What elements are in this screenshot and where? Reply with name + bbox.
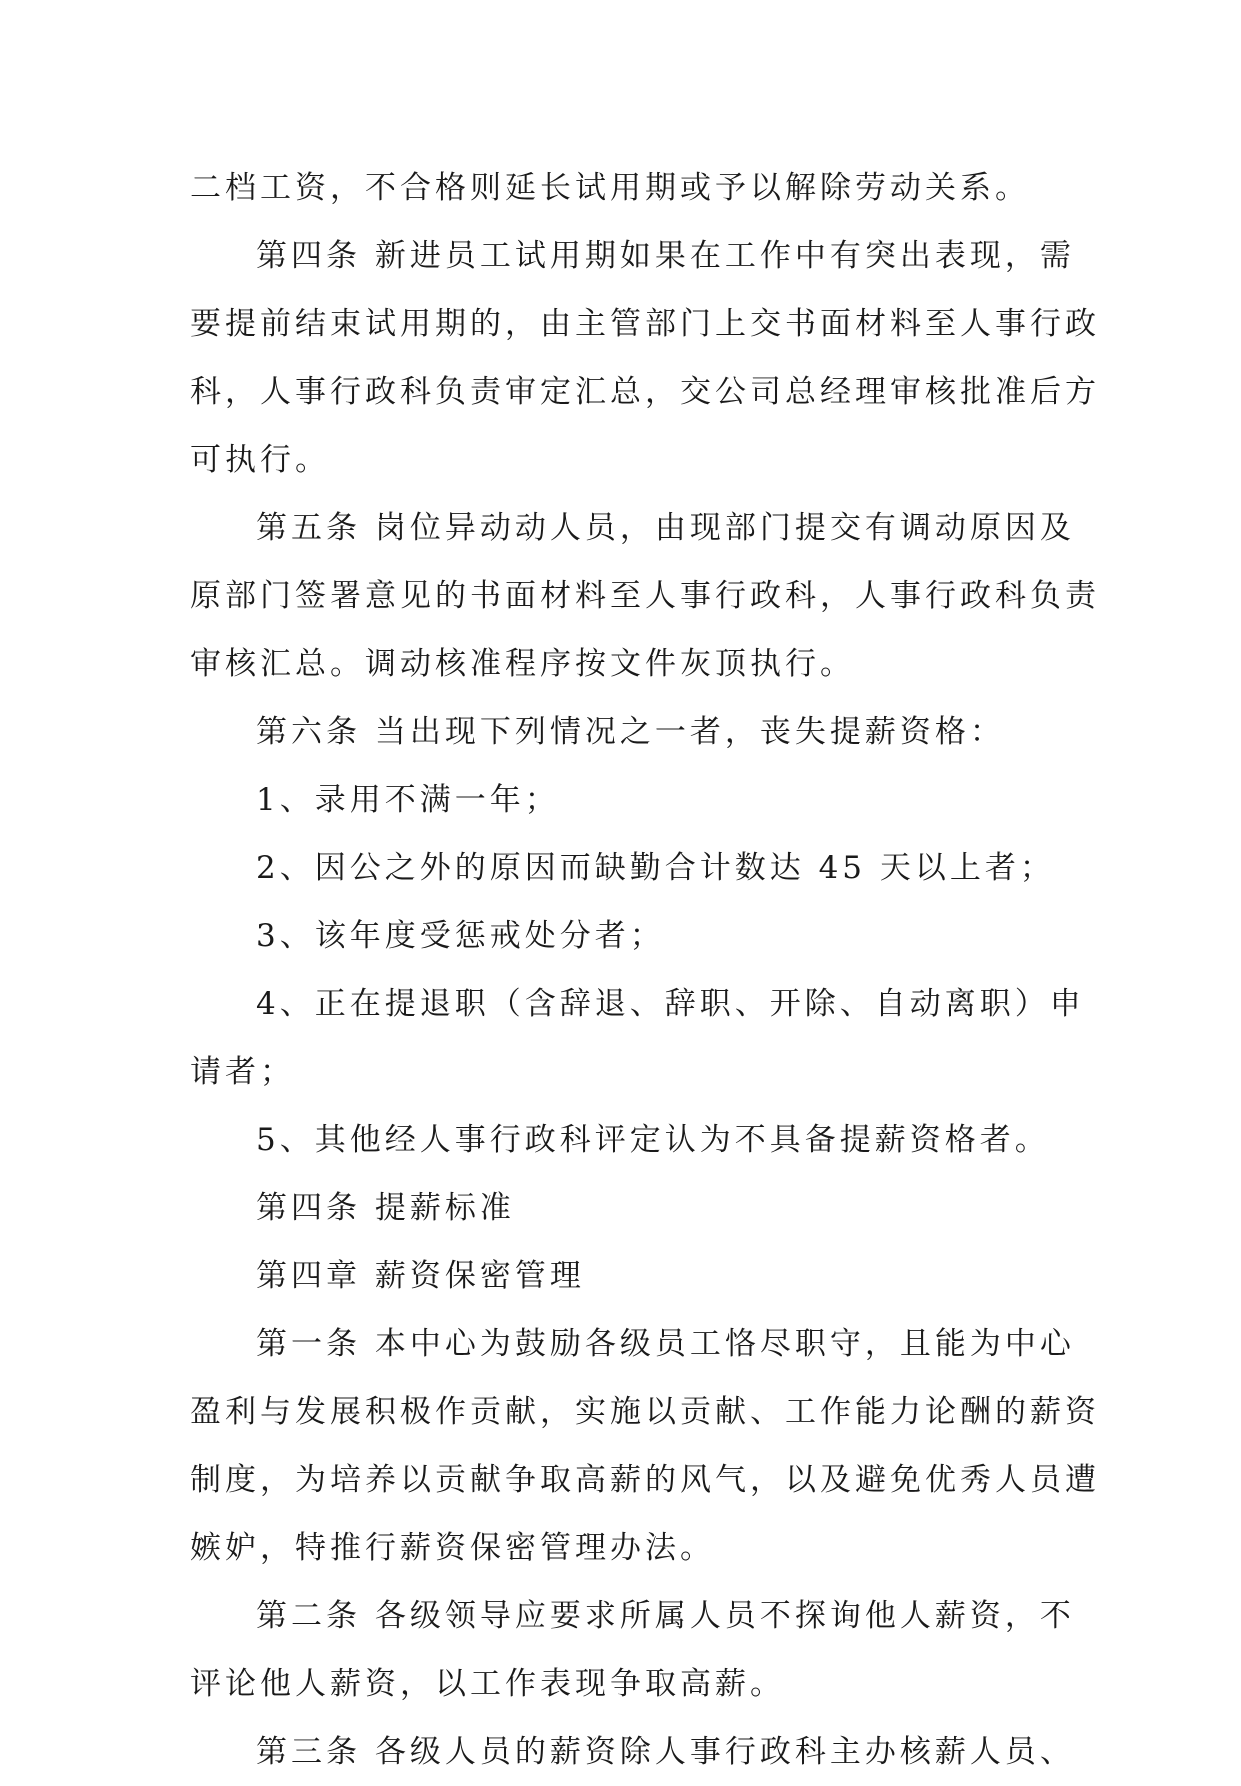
text-line: 1、录用不满一年； [256,782,560,818]
text-line: 科，人事行政科负责审定汇总，交公司总经理审核批准后方 [190,374,1100,410]
text-line: 第六条 当出现下列情况之一者，丧失提薪资格： [256,714,1005,750]
text-line: 要提前结束试用期的，由主管部门上交书面材料至人事行政 [190,306,1100,342]
text-line: 第四条 提薪标准 [256,1190,515,1226]
text-line: 评论他人薪资，以工作表现争取高薪。 [190,1666,785,1702]
text-line: 第一条 本中心为鼓励各级员工恪尽职守，且能为中心 [256,1326,1075,1362]
text-line: 嫉妒，特推行薪资保密管理办法。 [190,1530,715,1566]
text-line: 原部门签署意见的书面材料至人事行政科，人事行政科负责 [190,578,1100,614]
text-line: 盈利与发展积极作贡献，实施以贡献、工作能力论酬的薪资 [190,1394,1100,1430]
text-line: 审核汇总。调动核准程序按文件灰顶执行。 [190,646,855,682]
text-line: 第四章 薪资保密管理 [256,1258,585,1294]
text-line: 可执行。 [190,442,330,478]
text-line: 第四条 新进员工试用期如果在工作中有突出表现，需 [256,238,1075,274]
text-line: 5、其他经人事行政科评定认为不具备提薪资格者。 [256,1122,1050,1158]
text-line: 第三条 各级人员的薪资除人事行政科主办核薪人员、 [256,1734,1075,1770]
text-line: 请者； [190,1054,295,1090]
text-line: 3、该年度受惩戒处分者； [256,918,665,954]
text-line: 2、因公之外的原因而缺勤合计数达 45 天以上者； [256,850,1055,886]
text-line: 二档工资，不合格则延长试用期或予以解除劳动关系。 [190,170,1030,206]
text-line: 4、正在提退职（含辞退、辞职、开除、自动离职）申 [256,986,1085,1022]
document-body [190,154,1100,1786]
text-line: 第五条 岗位异动动人员，由现部门提交有调动原因及 [256,510,1075,546]
text-line: 制度，为培养以贡献争取高薪的风气，以及避免优秀人员遭 [190,1462,1100,1498]
text-line: 第二条 各级领导应要求所属人员不探询他人薪资，不 [256,1598,1075,1634]
